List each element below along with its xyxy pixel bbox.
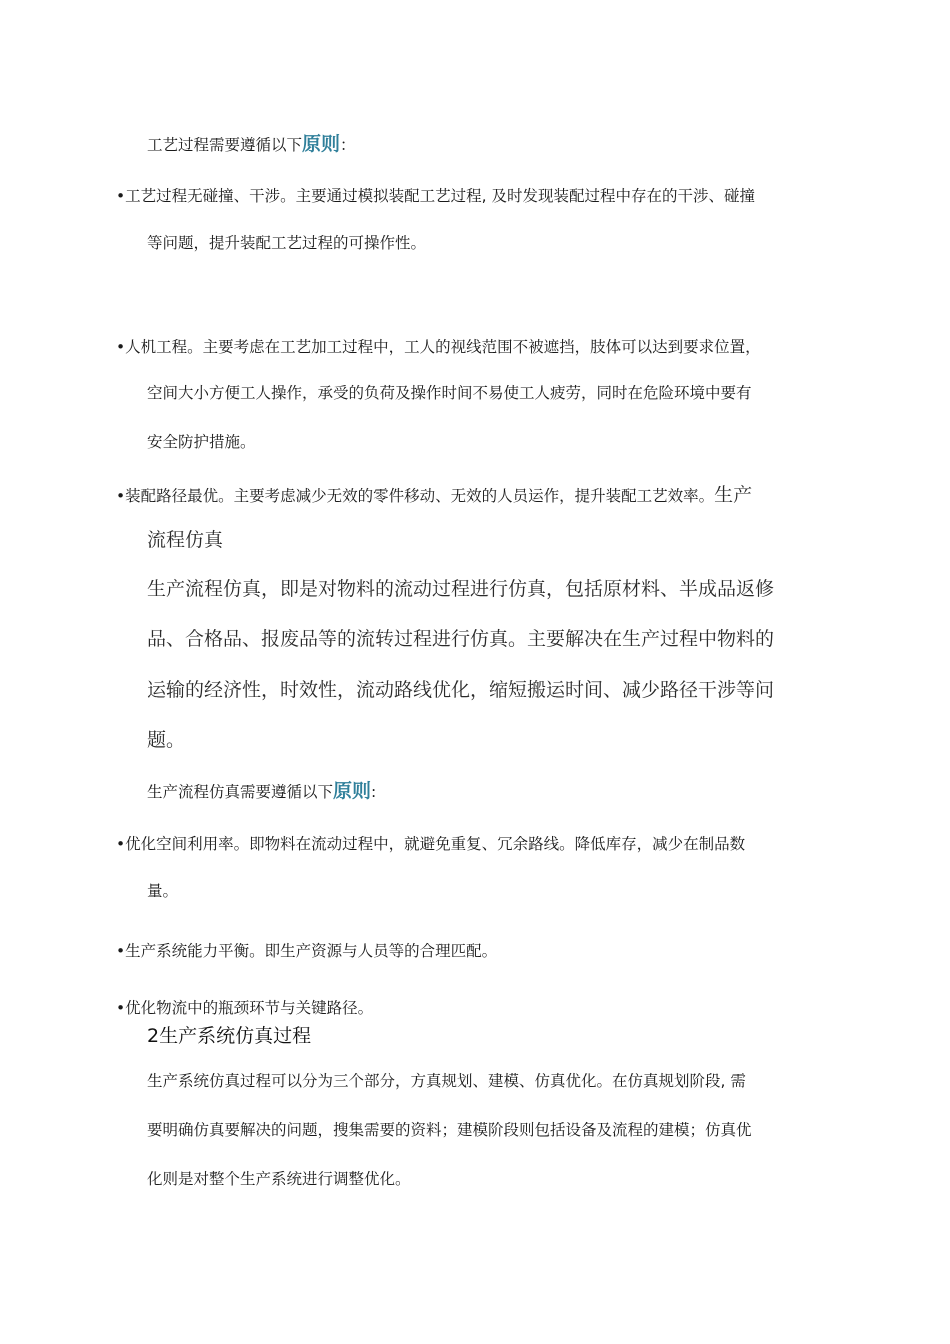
- bullet-ergonomics-line2: 空间大小方便工人操作，承受的负荷及操作时间不易使工人疲劳，同时在危险环境中要有: [147, 384, 752, 402]
- bullet-no-collision-line1: •工艺过程无碰撞、干涉。主要通过模拟装配工艺过程, 及时发现装配过程中存在的干涉、碰撞: [116, 187, 755, 205]
- bullet-optimal-path-line1: •装配路径最优。主要考虑减少无效的零件移动、无效的人员运作，提升装配工艺效率。生产: [116, 484, 753, 506]
- section-paragraph-line1: 生产系统仿真过程可以分为三个部分，方真规划、建模、仿真优化。在仿真规划阶段, 需: [147, 1072, 746, 1090]
- bullet-capacity-balance: •生产系统能力平衡。即生产资源与人员等的合理匹配。: [116, 942, 498, 960]
- section-paragraph-line2: 要明确仿真要解决的问题，搜集需要的资料；建模阶段则包括设备及流程的建模；仿真优: [147, 1121, 752, 1139]
- principle-highlight: 原则: [302, 133, 341, 155]
- paragraph-line3: 运输的经济性，时效性，流动路线优化，缩短搬运时间、减少路径干涉等问: [147, 679, 775, 701]
- principle-highlight: 原则: [333, 780, 372, 802]
- bullet-space-utilization-line1: •优化空间利用率。即物料在流动过程中，就避免重复、冗余路线。降低库存，减少在制品数: [116, 835, 746, 853]
- bullet-bottleneck: •优化物流中的瓶颈环节与关键路径。: [116, 999, 374, 1017]
- bullet-no-collision-line2: 等问题，提升装配工艺过程的可操作性。: [147, 234, 427, 252]
- paragraph-line2: 品、合格品、报废品等的流转过程进行仿真。主要解决在生产过程中物料的: [147, 628, 775, 650]
- bullet-ergonomics-line1: •人机工程。主要考虑在工艺加工过程中，工人的视线范围不被遮挡，肢体可以达到要求位置，: [116, 338, 761, 356]
- section-heading: 2生产系统仿真过程: [147, 1025, 312, 1047]
- intro-principles-line: 工艺过程需要遵循以下原则：: [147, 133, 356, 155]
- paragraph-line4: 题。: [147, 729, 186, 751]
- bullet-space-utilization-line2: 量。: [147, 882, 179, 900]
- section-paragraph-line3: 化则是对整个生产系统进行调整优化。: [147, 1170, 411, 1188]
- bullet-ergonomics-line3: 安全防护措施。: [147, 433, 256, 451]
- intro-flow-principles-line: 生产流程仿真需要遵循以下原则:: [147, 780, 377, 802]
- bullet-optimal-path-line2: 流程仿真: [147, 529, 224, 551]
- paragraph-line1: 生产流程仿真，即是对物料的流动过程进行仿真，包括原材料、半成品返修: [147, 578, 775, 600]
